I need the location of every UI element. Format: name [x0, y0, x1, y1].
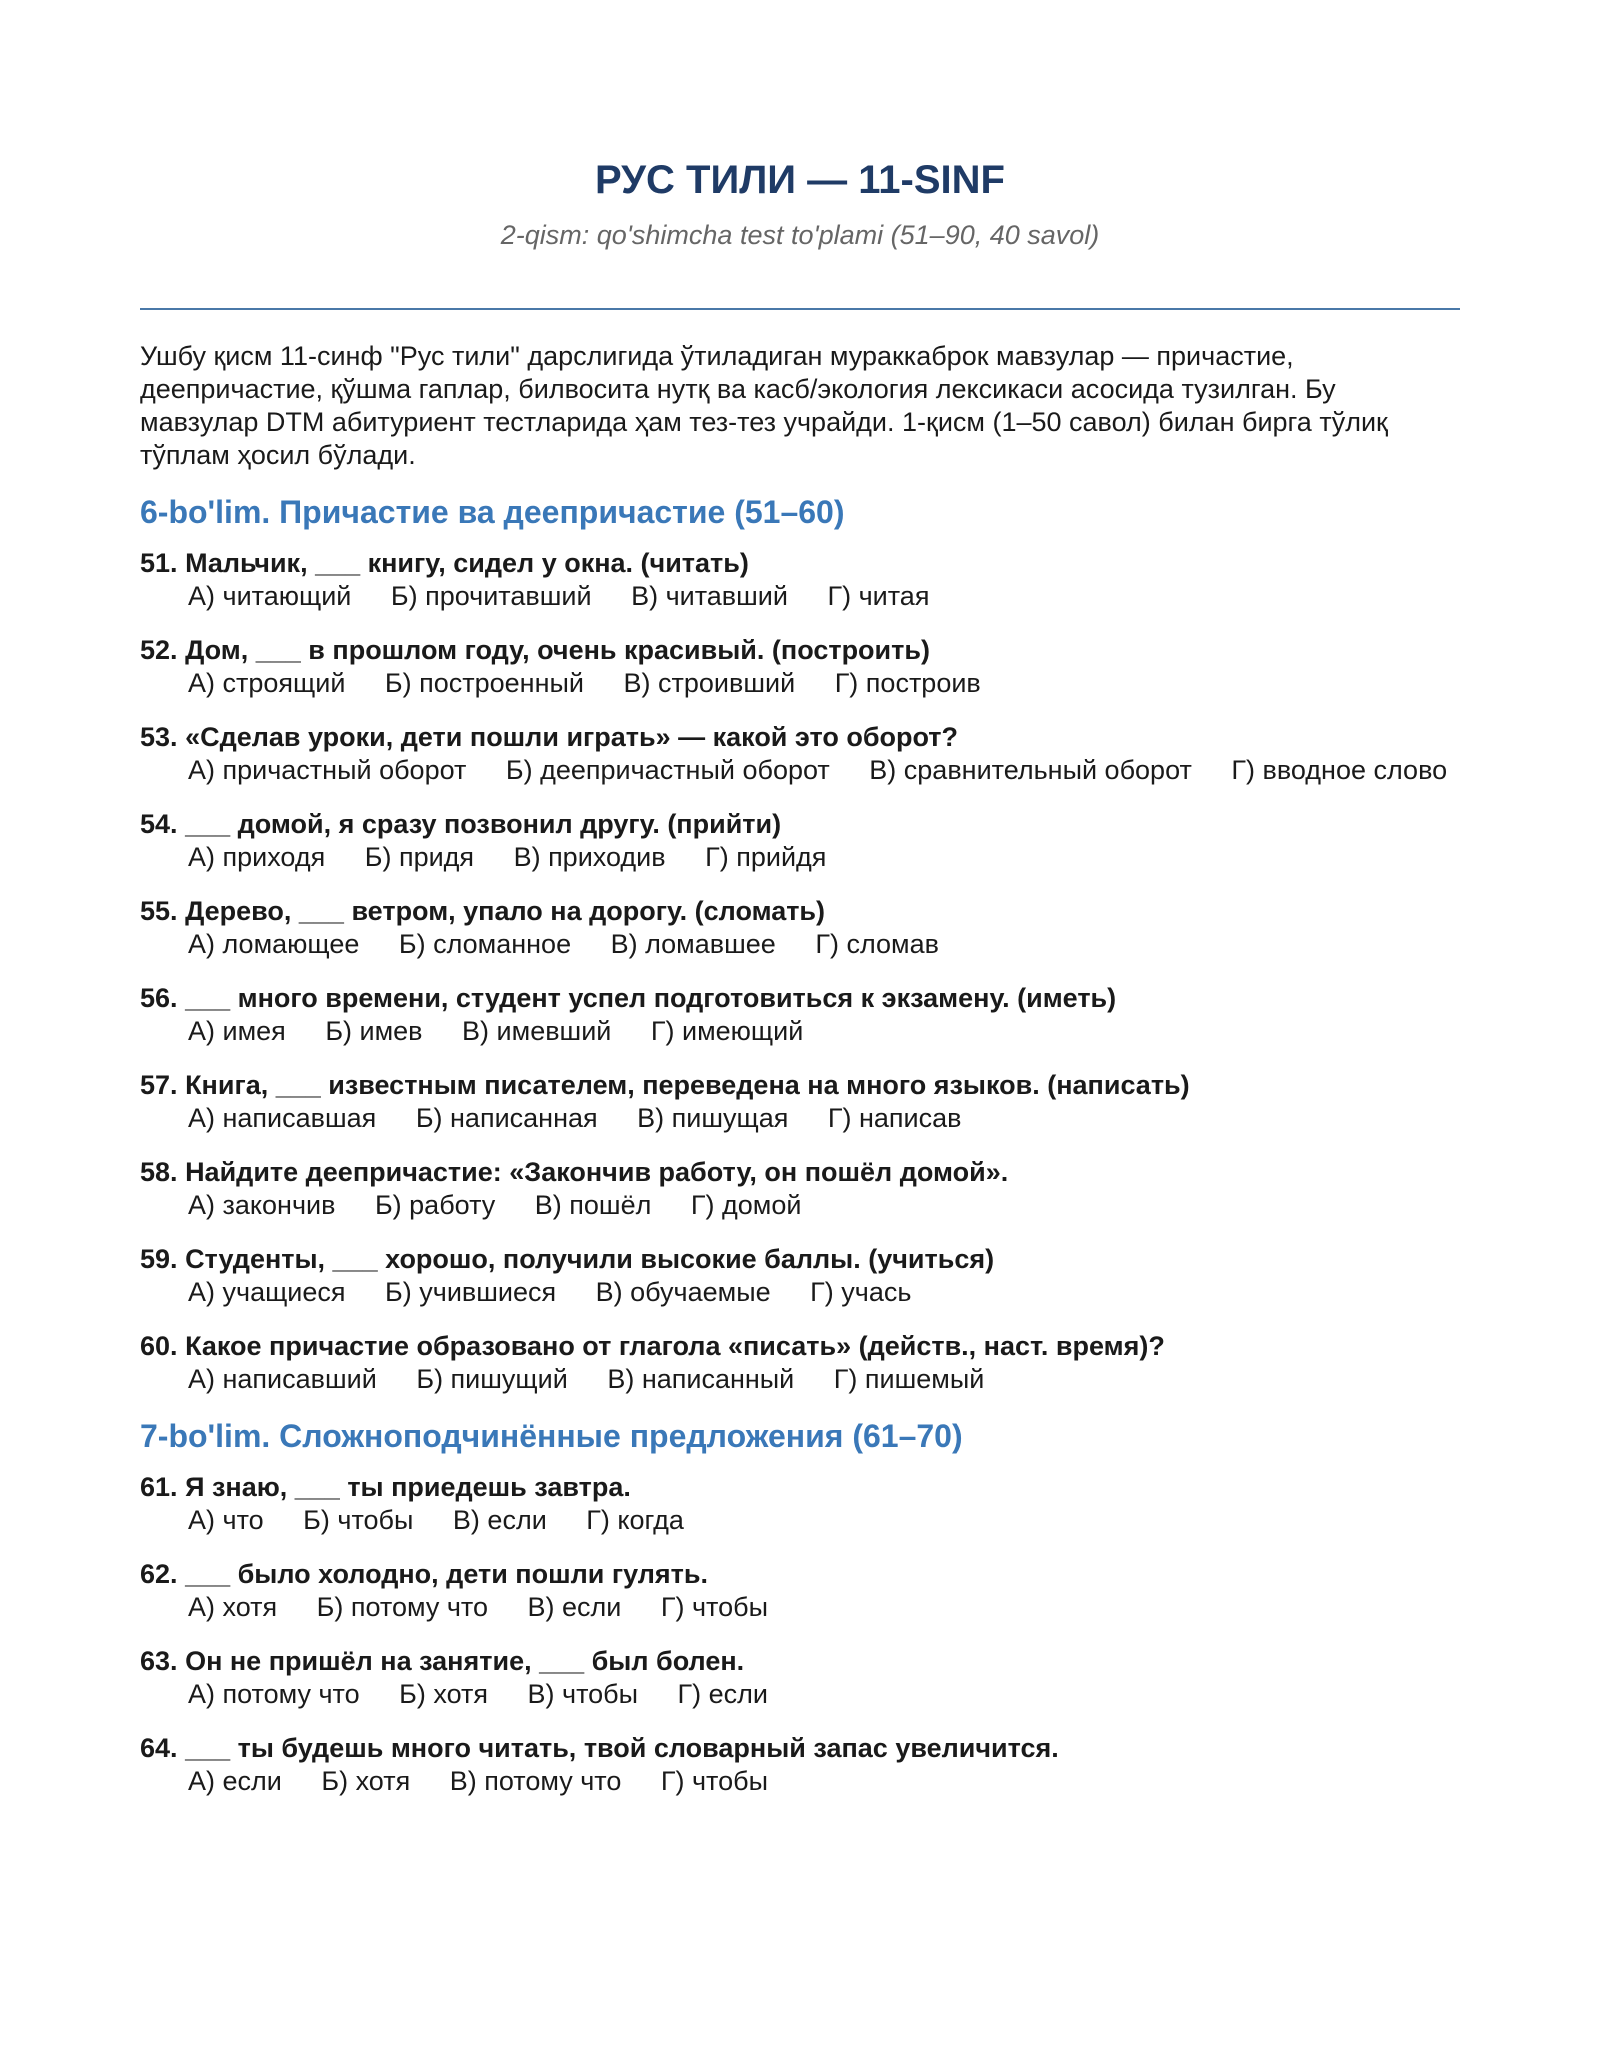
- question-body: Он не пришёл на занятие, ___ был болен.: [185, 1646, 745, 1676]
- answer-option: А) что: [188, 1505, 264, 1535]
- question-text: [140, 1329, 1460, 1363]
- answer-options: [140, 1591, 1460, 1624]
- question-text: [140, 1557, 1460, 1591]
- answer-option: Б) прочитавший: [390, 581, 592, 611]
- question-number: 64.: [140, 1733, 178, 1763]
- title-divider: [140, 308, 1460, 310]
- answer-option: Г) учась: [810, 1277, 912, 1307]
- question-text: [140, 633, 1460, 667]
- question-body: «Сделав уроки, дети пошли играть» — какой это оборот?: [185, 722, 959, 752]
- answer-option: В) приходив: [513, 842, 666, 872]
- answer-option: А) потому что: [188, 1679, 360, 1709]
- answer-option: Г) чтобы: [660, 1766, 769, 1796]
- answer-options: [140, 1504, 1460, 1537]
- answer-option: А) приходя: [188, 842, 326, 872]
- answer-options: [140, 1189, 1460, 1222]
- answer-option: В) пишущая: [637, 1103, 789, 1133]
- answer-option: А) ломающее: [188, 929, 360, 959]
- question-text: [140, 981, 1460, 1015]
- answer-option: Б) потому что: [316, 1592, 488, 1622]
- question-text: [140, 1731, 1460, 1765]
- question-number: 57.: [140, 1070, 178, 1100]
- question-body: ___ много времени, студент успел подготовиться к экзамену. (иметь): [185, 983, 1117, 1013]
- answer-option: Г) сломав: [815, 929, 939, 959]
- answer-option: А) написавшая: [188, 1103, 377, 1133]
- answer-option: Г) вводное слово: [1231, 755, 1448, 785]
- answer-option: Г) построив: [834, 668, 981, 698]
- answer-option: Г) прийдя: [705, 842, 827, 872]
- sections-container: [140, 492, 1460, 1798]
- answer-option: А) имея: [188, 1016, 286, 1046]
- question-body: ___ домой, я сразу позвонил другу. (прийти): [185, 809, 782, 839]
- question-item: [140, 720, 1460, 787]
- question-text: [140, 807, 1460, 841]
- answer-option: В) чтобы: [527, 1679, 639, 1709]
- answer-option: Г) чтобы: [660, 1592, 769, 1622]
- question-item: [140, 1242, 1460, 1309]
- answer-option: А) читающий: [188, 581, 352, 611]
- question-body: Я знаю, ___ ты приедешь завтра.: [185, 1472, 631, 1502]
- answer-option: В) пошёл: [534, 1190, 652, 1220]
- answer-option: Б) построенный: [384, 668, 584, 698]
- question-number: 52.: [140, 635, 178, 665]
- answer-options: [140, 1015, 1460, 1048]
- answer-option: Б) чтобы: [303, 1505, 414, 1535]
- answer-options: [140, 1765, 1460, 1798]
- intro-paragraph: Ушбу қисм 11-синф "Рус тили" дарслигида ўтиладиган мураккаброк мавзулар — причастие, деепричастие, қўшма гаплар, билвосита нутқ ва касб/экология лексикаси асосида тузилган. Бу мавзулар DTM абитуриент тестларида ҳам тез-тез учрайди. 1-қисм (1–50 савол) билан бирга тўлиқ тўплам ҳосил бўлади.: [140, 341, 1388, 470]
- answer-option: А) причастный оборот: [188, 755, 467, 785]
- answer-option: А) написавший: [188, 1364, 377, 1394]
- answer-options: [140, 841, 1460, 874]
- answer-option: В) строивший: [623, 668, 796, 698]
- question-body: Дерево, ___ ветром, упало на дорогу. (сломать): [185, 896, 826, 926]
- question-body: Дом, ___ в прошлом году, очень красивый. (построить): [185, 635, 930, 665]
- answer-option: Г) если: [677, 1679, 769, 1709]
- question-number: 55.: [140, 896, 178, 926]
- answer-option: В) написанный: [607, 1364, 795, 1394]
- question-number: 63.: [140, 1646, 178, 1676]
- answer-option: Г) пишемый: [833, 1364, 985, 1394]
- answer-option: Б) пишущий: [416, 1364, 568, 1394]
- answer-option: В) если: [452, 1505, 547, 1535]
- answer-options: [140, 1363, 1460, 1396]
- answer-option: Б) деепричастный оборот: [505, 755, 830, 785]
- answer-option: В) если: [527, 1592, 622, 1622]
- answer-options: [140, 754, 1460, 787]
- question-number: 61.: [140, 1472, 178, 1502]
- question-item: [140, 1155, 1460, 1222]
- answer-option: Г) имеющий: [650, 1016, 804, 1046]
- answer-option: Б) сломанное: [398, 929, 572, 959]
- question-item: [140, 1644, 1460, 1711]
- answer-option: В) сравнительный оборот: [869, 755, 1192, 785]
- question-text: [140, 1068, 1460, 1102]
- question-number: 62.: [140, 1559, 178, 1589]
- question-item: [140, 633, 1460, 700]
- answer-option: Г) читая: [827, 581, 930, 611]
- answer-option: Б) учившиеся: [385, 1277, 557, 1307]
- answer-option: А) закончив: [188, 1190, 336, 1220]
- question-text: [140, 1470, 1460, 1504]
- question-text: [140, 894, 1460, 928]
- question-item: [140, 894, 1460, 961]
- answer-option: Г) когда: [586, 1505, 684, 1535]
- answer-options: [140, 928, 1460, 961]
- answer-options: [140, 1102, 1460, 1135]
- answer-option: В) обучаемые: [595, 1277, 771, 1307]
- question-item: [140, 981, 1460, 1048]
- question-body: ___ ты будешь много читать, твой словарный запас увеличится.: [185, 1733, 1059, 1763]
- answer-option: В) читавший: [631, 581, 788, 611]
- question-number: 56.: [140, 983, 178, 1013]
- section-heading: 7-bo'lim. Сложноподчинённые предложения (61–70): [140, 1418, 963, 1454]
- question-body: Найдите деепричастие: «Закончив работу, он пошёл домой».: [185, 1157, 1009, 1187]
- question-item: [140, 807, 1460, 874]
- question-body: Мальчик, ___ книгу, сидел у окна. (читать): [185, 548, 749, 578]
- test-section: [140, 492, 1460, 1396]
- question-item: [140, 1731, 1460, 1798]
- question-body: Книга, ___ известным писателем, переведена на много языков. (написать): [185, 1070, 1190, 1100]
- question-item: [140, 1470, 1460, 1537]
- question-item: [140, 1557, 1460, 1624]
- test-section: [140, 1416, 1460, 1798]
- answer-option: Г) домой: [690, 1190, 802, 1220]
- page-subtitle: 2-qism: qo'shimcha test to'plami (51–90, 40 savol): [500, 220, 1100, 250]
- answer-option: В) потому что: [449, 1766, 622, 1796]
- section-heading: 6-bo'lim. Причастие ва деепричастие (51–60): [140, 494, 845, 530]
- question-number: 53.: [140, 722, 178, 752]
- answer-option: В) имевший: [462, 1016, 612, 1046]
- question-item: [140, 546, 1460, 613]
- question-number: 54.: [140, 809, 178, 839]
- answer-option: Б) хотя: [399, 1679, 488, 1709]
- question-number: 51.: [140, 548, 178, 578]
- answer-option: А) строящий: [188, 668, 346, 698]
- question-number: 58.: [140, 1157, 178, 1187]
- answer-option: А) хотя: [188, 1592, 278, 1622]
- answer-options: [140, 1276, 1460, 1309]
- question-text: [140, 546, 1460, 580]
- answer-option: А) учащиеся: [188, 1277, 346, 1307]
- question-number: 59.: [140, 1244, 178, 1274]
- question-text: [140, 1242, 1460, 1276]
- page-title: РУС ТИЛИ — 11-SINF: [595, 158, 1005, 202]
- answer-option: Б) работу: [374, 1190, 496, 1220]
- question-text: [140, 1155, 1460, 1189]
- answer-option: А) если: [188, 1766, 282, 1796]
- answer-option: Б) написанная: [415, 1103, 598, 1133]
- answer-option: Б) придя: [364, 842, 475, 872]
- question-body: Какое причастие образовано от глагола «писать» (действ., наст. время)?: [185, 1331, 1165, 1361]
- answer-option: Б) имев: [325, 1016, 423, 1046]
- answer-options: [140, 580, 1460, 613]
- answer-option: Г) написав: [827, 1103, 962, 1133]
- question-number: 60.: [140, 1331, 178, 1361]
- question-body: Студенты, ___ хорошо, получили высокие баллы. (учиться): [185, 1244, 995, 1274]
- question-item: [140, 1068, 1460, 1135]
- answer-options: [140, 1678, 1460, 1711]
- question-text: [140, 720, 1460, 754]
- answer-option: Б) хотя: [321, 1766, 411, 1796]
- question-body: ___ было холодно, дети пошли гулять.: [185, 1559, 708, 1589]
- answer-option: В) ломавшее: [610, 929, 776, 959]
- question-item: [140, 1329, 1460, 1396]
- question-text: [140, 1644, 1460, 1678]
- answer-options: [140, 667, 1460, 700]
